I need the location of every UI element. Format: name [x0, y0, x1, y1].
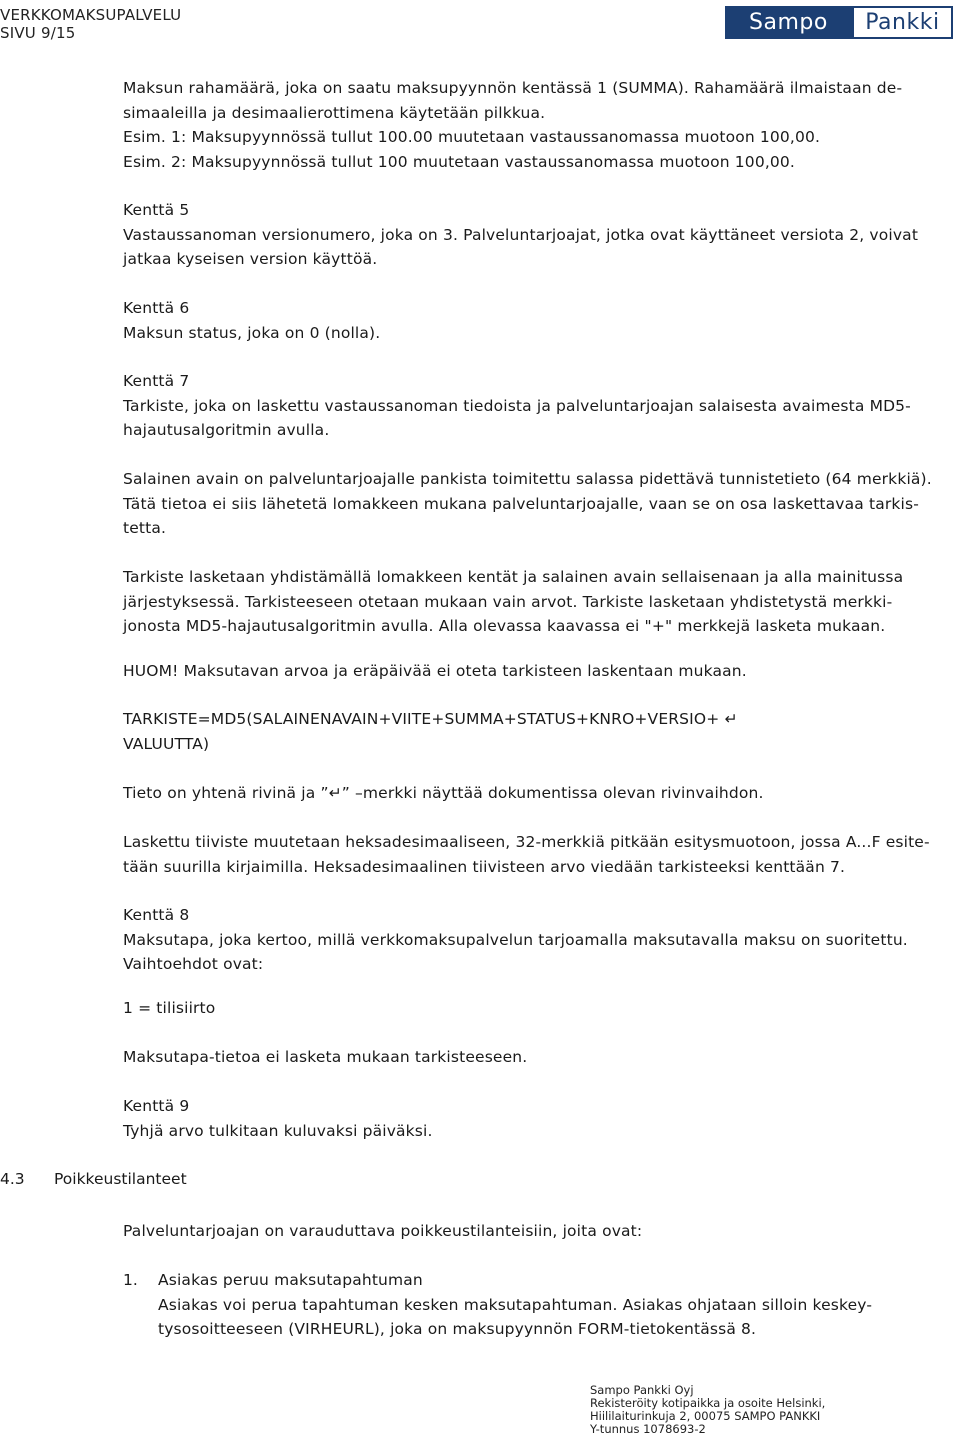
text-line: Tarkiste lasketaan yhdistämällä lomakkeen kentät ja salainen avain sellaisenaan ja alla mainitussa	[123, 568, 904, 586]
field-heading: Kenttä 7	[123, 372, 190, 390]
text-line: jatkaa kyseisen version käyttöä.	[123, 250, 378, 268]
field-heading: Kenttä 8	[123, 906, 190, 924]
footer-business-id: Y-tunnus 1078693-2	[590, 1422, 706, 1436]
list-item	[158, 1268, 872, 1342]
paragraph-note	[123, 659, 747, 684]
paragraph-kentta-9	[123, 1094, 433, 1143]
text-line: 1 = tilisiirto	[123, 999, 216, 1017]
text-line: Asiakas voi perua tapahtuman kesken maksutapahtuman. Asiakas ohjataan silloin keskey-	[158, 1295, 873, 1314]
paragraph-kentta-5	[123, 198, 918, 272]
text-line: hajautusalgoritmin avulla.	[123, 421, 330, 439]
text-line: simaaleilla ja desimaalierottimena käytetään pilkkua.	[123, 103, 546, 122]
text-line: Palveluntarjoajan on varauduttava poikkeustilanteisiin, joita ovat:	[123, 1222, 643, 1240]
section-intro	[123, 1219, 642, 1244]
section-number: 4.3	[0, 1170, 25, 1188]
paragraph	[123, 76, 902, 174]
paragraph	[123, 781, 764, 806]
paragraph	[123, 467, 932, 541]
text-line: Vaihtoehdot ovat:	[123, 955, 264, 973]
paragraph-kentta-6	[123, 296, 380, 345]
text-line: tetta.	[123, 519, 167, 537]
page-footer	[590, 1384, 825, 1436]
paragraph-option	[123, 996, 215, 1021]
paragraph	[123, 1045, 527, 1070]
document-title: VERKKOMAKSUPALVELU	[0, 6, 182, 24]
page-header	[0, 6, 181, 42]
text-line: järjestyksessä. Tarkisteeseen otetaan mukaan vain arvot. Tarkiste lasketaan yhdistetystä merkki-	[123, 592, 893, 611]
logo-pankki: Pankki	[852, 6, 953, 39]
text-line: Tieto on yhtenä rivinä ja ”↵” –merkki näyttää dokumentissa olevan rivinvaihdon.	[123, 784, 764, 802]
text-line: Tarkiste, joka on laskettu vastaussanoman tiedoista ja palveluntarjoajan salaisesta avaimesta MD5-	[123, 396, 911, 415]
field-heading: Kenttä 6	[123, 299, 190, 317]
paragraph-kentta-7	[123, 369, 911, 443]
text-line: jonosta MD5-hajautusalgoritmin avulla. Alla olevassa kaavassa ei "+" merkkejä lasketa mukaan.	[123, 617, 886, 635]
paragraph	[123, 830, 930, 879]
footer-company: Sampo Pankki Oyj	[590, 1383, 694, 1397]
text-line: VALUUTTA)	[123, 734, 210, 753]
text-line: tään suurilla kirjaimilla. Heksadesimaalinen tiivisteen arvo viedään tarkisteeksi kenttään 7.	[123, 857, 846, 876]
text-line: Esim. 2: Maksupyynnössä tullut 100 muutetaan vastaussanomassa muotoon 100,00.	[123, 152, 796, 171]
text-line: Maksun status, joka on 0 (nolla).	[123, 323, 381, 342]
text-line: Maksutapa-tietoa ei lasketa mukaan tarkisteeseen.	[123, 1048, 528, 1066]
logo-sampo: Sampo	[725, 6, 852, 39]
text-line: Maksutapa, joka kertoo, millä verkkomaksupalvelun tarjoamalla maksutavalla maksu on suoritettu.	[123, 930, 908, 949]
list-item-number: 1.	[123, 1271, 138, 1289]
section-title: Poikkeustilanteet	[54, 1170, 187, 1188]
text-line: Laskettu tiiviste muutetaan heksadesimaaliseen, 32-merkkiä pitkään esitysmuotoon, jossa A...F esite-	[123, 833, 930, 851]
footer-line: Rekisteröity kotipaikka ja osoite Helsinki,	[590, 1396, 826, 1410]
text-line: tysosoitteeseen (VIRHEURL), joka on maksupyynnön FORM-tietokentässä 8.	[158, 1320, 757, 1338]
text-line: Vastaussanoman versionumero, joka on 3. Palveluntarjoajat, jotka ovat käyttäneet versiota 2, voivat	[123, 225, 919, 244]
text-line: Tätä tietoa ei siis lähetetä lomakkeen mukana palveluntarjoajalle, vaan se on osa laskettavaa tarkis-	[123, 494, 919, 513]
text-line: Esim. 1: Maksupyynnössä tullut 100.00 muutetaan vastaussanomassa muotoon 100,00.	[123, 128, 821, 146]
text-line: TARKISTE=MD5(SALAINENAVAIN+VIITE+SUMMA+STATUS+KNRO+VERSIO+ ↵	[123, 710, 738, 728]
text-line: Tyhjä arvo tulkitaan kuluvaksi päiväksi.	[123, 1121, 433, 1140]
paragraph	[123, 565, 903, 639]
checksum-formula	[123, 707, 738, 756]
sampo-pankki-logo	[725, 6, 953, 39]
field-heading: Kenttä 9	[123, 1097, 190, 1115]
footer-line: Hiililaiturinkuja 2, 00075 SAMPO PANKKI	[590, 1409, 821, 1423]
text-line: HUOM! Maksutavan arvoa ja eräpäivää ei oteta tarkisteen laskentaan mukaan.	[123, 662, 747, 680]
list-item-title: Asiakas peruu maksutapahtuman	[158, 1271, 423, 1289]
field-heading: Kenttä 5	[123, 201, 190, 219]
text-line: Salainen avain on palveluntarjoajalle pankista toimitettu salassa pidettävä tunnistetieto (64 merkkiä).	[123, 470, 932, 488]
text-line: Maksun rahamäärä, joka on saatu maksupyynnön kentässä 1 (SUMMA). Rahamäärä ilmaistaan de-	[123, 79, 903, 97]
paragraph-kentta-8	[123, 903, 908, 977]
page-number: SIVU 9/15	[0, 24, 76, 42]
